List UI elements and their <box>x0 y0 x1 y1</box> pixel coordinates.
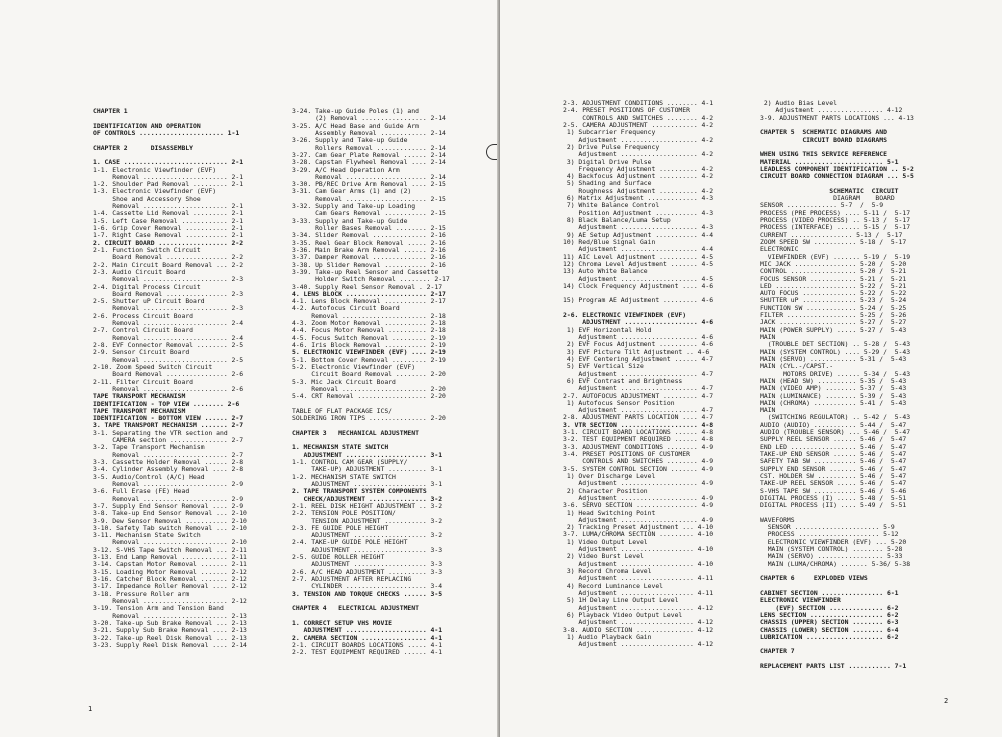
toc-line: ELECTRONIC VIEWFINDER <box>760 596 841 605</box>
toc-line: MAIN (CHROMA) ........... 5-41 / 5-43 <box>760 398 907 407</box>
toc-line: 3-31. Cam Gear Arms (1) and (2) <box>292 187 412 196</box>
toc-line: 2-3. ADJUSTMENT CONDITIONS ........ 4-1 <box>563 100 714 107</box>
toc-line: Circuit Board Removal ........ 2-20 <box>292 370 446 379</box>
toc-line: AUDIO (AUDIO) ........... 5-44 / 5-47 <box>760 420 907 429</box>
toc-line: END LED ................. 5-46 / 5-47 <box>760 442 907 451</box>
toc-line: 13) Auto White Balance <box>563 267 648 276</box>
toc-line: Removal ...................... 2-13 <box>93 611 247 620</box>
toc-line: 3-28. Capstan Flywheel Removal .... 2-14 <box>292 158 446 167</box>
toc-line: TAKE-UP) ADJUSTMENT .......... 3-1 <box>292 465 443 474</box>
toc-line: 2-8. EVF Connector Removal ........ 2-5 <box>93 341 244 349</box>
toc-line: Adjustment ................... 4-11 <box>563 588 714 597</box>
toc-line: 1) Audio Playback Gain <box>563 632 652 641</box>
toc-line: 5) Shading and Surface <box>563 179 652 188</box>
toc-line: (EVF) SECTION .............. 6-2 <box>760 603 899 612</box>
toc-line: 5. ELECTRONIC VIEWFINDER (EVF) .... 2-19 <box>292 348 446 357</box>
toc-line: PROCESS (VIDEO PROCESS) .. 5-13 / 5-17 <box>760 216 911 224</box>
page-number-left: 1 <box>88 705 93 713</box>
toc-line: Adjustment ................... 4-12 <box>563 603 714 612</box>
toc-line: 1. MECHANISM STATE SWITCH <box>292 443 389 452</box>
toc-line: 3-10. Safety Tab switch Removal ... 2-10 <box>93 523 247 532</box>
toc-line: 3-23. Supply Reel Disk Removal .... 2-14 <box>93 640 247 649</box>
toc-line: AUTO FOCUS .............. 5-22 / 5-22 <box>760 289 907 298</box>
toc-line: 3) EVF Picture Tilt Adjustment .. 4-6 <box>563 347 710 356</box>
toc-line: CONTROL ................. 5-20 / 5-21 <box>760 267 907 276</box>
toc-line: Removal ...................... 2-5 <box>93 355 244 364</box>
toc-line: CABINET SECTION ................ 6-1 <box>760 588 899 597</box>
toc-line: 4. LENS BLOCK ..................... 2-17 <box>292 289 446 298</box>
toc-line: 3-34. Slider Removal .............. 2-16 <box>292 231 446 240</box>
toc-line: MAIN <box>760 406 776 415</box>
toc-line: 3-1. CIRCUIT BOARD LOCATIONS ...... 4-8 <box>563 428 714 437</box>
toc-column-1 <box>93 108 283 649</box>
toc-line: 3) Digital Drive Pulse <box>563 157 652 166</box>
toc-line: TAKE-UP REEL SENSOR ..... 5-46 / 5-47 <box>760 479 907 488</box>
toc-line: 5-4. CRT Removal .................. 2-20 <box>292 392 446 401</box>
toc-line: 3-13. End Lamp Removal ............ 2-11 <box>93 553 247 562</box>
toc-line: ADJUSTMENT ................... 4-6 <box>563 318 714 327</box>
toc-line: 3-11. Mechanism State Switch <box>93 531 201 540</box>
toc-line: TENSION ADJUSTMENT ........... 3-2 <box>292 516 443 525</box>
toc-line: TAKE-UP END SENSOR ...... 5-46 / 5-47 <box>760 450 907 458</box>
toc-line: FOCUS SENSOR ............ 5-21 / 5-21 <box>760 274 907 283</box>
toc-line: 2. CIRCUIT BOARD .................. 2-2 <box>93 238 244 247</box>
toc-column-3 <box>563 100 758 648</box>
toc-line: IDENTIFICATION - BOTTOM VIEW ...... 2-7 <box>93 414 244 423</box>
toc-line: 3-9. ADJUSTMENT PARTS LOCATIONS ... 4-13 <box>760 113 914 122</box>
toc-column-4 <box>760 100 940 670</box>
toc-line: CST. HOLDER SW .......... 5-46 / 5-47 <box>760 471 907 480</box>
toc-line: CHAPTER 4 ELECTRICAL ADJUSTMENT <box>292 604 419 613</box>
binding-hole-icon <box>486 144 497 160</box>
toc-line: 3-20. Take-up Sub Brake Removal ... 2-13 <box>93 618 247 627</box>
toc-line: 3-3. ADJUSTMENT CONDITIONS ........ 4-9 <box>563 442 714 451</box>
toc-line: MAIN (SYSTEM CONTROL) ........ 5-28 <box>760 545 903 554</box>
toc-line: Removal ...................... 2-20 <box>292 384 446 393</box>
toc-line: 2. CAMERA SECTION ................. 4-1 <box>292 633 443 642</box>
toc-line: 2-4. PRESET POSITIONS OF CUSTOMER <box>563 106 690 115</box>
toc-line: 2-1. CIRCUIT BOARDS LOCATIONS ..... 4-1 <box>292 640 443 649</box>
toc-line: 2-6. A/C HEAD ADJUSTMENT .......... 3-3 <box>292 567 443 576</box>
toc-line: Adjustment .................... 4-7 <box>563 384 714 393</box>
toc-line: 6) Playback Video Output Level <box>563 610 683 619</box>
toc-line: (2) Removal ................. 2-14 <box>292 114 446 123</box>
toc-line: ADJUSTMENT ................... 3-3 <box>292 545 443 554</box>
toc-line: 1. CORRECT SETUP VHS MOVIE <box>292 618 393 627</box>
toc-line: MAIN (SERVO) ................. 5-33 <box>760 552 903 561</box>
toc-line: 3-8. AUDIO SECTION ............... 4-12 <box>563 625 714 634</box>
toc-line: 2-9. Sensor Circuit Board <box>93 348 190 357</box>
toc-line: DIAGRAM BOARD <box>760 194 895 203</box>
toc-line: 1-2. MECHANISM STATE SWITCH <box>292 472 396 481</box>
left-page <box>0 0 500 737</box>
toc-line: ZOOM SPEED SW ........... 5-18 / 5-17 <box>760 237 907 246</box>
toc-line: Removal ...................... 2-4 <box>93 319 244 328</box>
toc-line: SUPPLY END SENSOR ....... 5-46 / 5-47 <box>760 464 907 473</box>
toc-line: MAIN (VIDEO AMP) ........ 5-37 / 5-43 <box>760 384 907 393</box>
toc-line: Adjustment ................... 4-12 <box>563 618 714 627</box>
toc-line: JACK .................... 5-27 / 5-27 <box>760 318 907 327</box>
toc-line: ADJUSTMENT ................... 3-3 <box>292 560 443 569</box>
toc-line: 4) EVF Centering Adjustment ...... 4-7 <box>563 354 714 363</box>
toc-line: 3-33. Supply and Take-up Guide <box>292 216 408 225</box>
toc-line: Roughness Adjustment .......... 4-2 <box>563 186 714 195</box>
toc-line: Removal ...................... 2-3 <box>93 304 244 313</box>
toc-line: 3-4. PRESET POSITIONS OF CUSTOMER <box>563 450 690 458</box>
toc-line: 3-26. Supply and Take-up Guide <box>292 136 408 145</box>
toc-line: 1. CASE ........................... 2-1 <box>93 158 244 167</box>
toc-line: 3) Record Chroma Level <box>563 567 652 575</box>
toc-line: 1-1. Electronic Viewfinder (EVF) <box>93 165 217 174</box>
toc-line: 2-1. Function Switch Circuit <box>93 245 201 254</box>
toc-line: MAIN (CYL.-/CAPST.- <box>760 362 834 371</box>
toc-line: 1-7. Right Case Removal ........... 2-1 <box>93 231 244 240</box>
toc-line: 5-3. Mic Jack Circuit Board <box>292 377 396 386</box>
toc-line: 3-6. SERVO SECTION ................ 4-9 <box>563 501 714 510</box>
toc-line: 15) Program AE Adjustment ......... 4-6 <box>563 296 714 305</box>
toc-line: 2) Character Position <box>563 486 648 495</box>
toc-column-2 <box>292 108 494 656</box>
toc-line: 2-7. Control Circuit Board <box>93 326 194 335</box>
toc-line: Board Removal ................ 2-3 <box>93 289 244 298</box>
toc-line: Removal ...................... 2-6 <box>93 384 244 393</box>
toc-line: SENSOR ...................... 5-9 <box>760 523 895 532</box>
toc-line: SCHEMATIC CIRCUIT <box>760 186 899 195</box>
toc-line: Adjustment .................... 4-9 <box>563 515 714 524</box>
toc-line: VIEWFINDER (EVF) ....... 5-19 / 5-19 <box>760 252 911 261</box>
toc-line: SOLDERING IRON TIPS ............... 2-20 <box>292 414 446 423</box>
toc-line: S-VHS TAPE SW ........... 5-46 / 5-46 <box>760 486 907 495</box>
toc-line: 2-11. Filter Circuit Board <box>93 377 194 386</box>
toc-line: 5) EVF Vertical Size <box>563 362 644 371</box>
toc-line: MIC JACK ................ 5-20 / 5-20 <box>760 259 907 268</box>
toc-line: 4) Record Luminance Level <box>563 581 664 590</box>
toc-line: 6) EVF Contrast and Brightness <box>563 376 683 385</box>
toc-line: CHAPTER 1 <box>93 108 128 115</box>
toc-line: Frequency Adjustment .......... 4-2 <box>563 164 714 173</box>
toc-line: IDENTIFICATION - TOP VIEW ........ 2-6 <box>93 399 240 408</box>
toc-line: Removal ...................... 2-1 <box>93 172 244 181</box>
toc-line: 1) Over Discharge Level <box>563 471 656 480</box>
toc-line: Adjustment .................... 4-7 <box>563 406 714 415</box>
toc-line: 3-18. Pressure Roller arm <box>93 589 190 598</box>
toc-line: TABLE OF FLAT PACKAGE ICS/ <box>292 406 393 415</box>
toc-line: LED ..................... 5-22 / 5-21 <box>760 281 907 290</box>
toc-line: 2-2. Main Circuit Board Removal ... 2-2 <box>93 260 244 269</box>
toc-line: Adjustment ................... 4-10 <box>563 545 714 554</box>
toc-line: Rollers Removal ............. 2-14 <box>292 143 446 152</box>
toc-line: ADJUSTMENT ................... 3-1 <box>292 479 443 488</box>
toc-line: 1-2. Shoulder Pad Removal ......... 2-1 <box>93 180 244 189</box>
toc-line: 2) Tracking Preset Adjustment ... 4-10 <box>563 523 714 532</box>
toc-line: 3-8. Take-up End Sensor Removal ... 2-10 <box>93 509 247 518</box>
toc-line: 3-30. PB/REC Drive Arm Removal .... 2-15 <box>292 180 446 189</box>
toc-line: 1) Video Output Level <box>563 537 648 546</box>
toc-line: OF CONTROLS ...................... 1-1 <box>93 128 240 137</box>
toc-line: SUPPLY REEL SENSOR ...... 5-46 / 5-47 <box>760 435 907 444</box>
toc-line: 4) Backfocus Adjustment .......... 4-2 <box>563 172 714 181</box>
toc-line: CHAPTER 2 DISASSEMBLY <box>93 143 194 152</box>
toc-line: ADJUSTMENT ..................... 3-1 <box>292 450 443 459</box>
toc-line: Adjustment .................... 4-2 <box>563 135 714 144</box>
toc-line: CONTROLS AND SWITCHES ........ 4-9 <box>563 457 714 466</box>
toc-line: CYLINDER ..................... 3-4 <box>292 582 443 591</box>
toc-line: Shoe and Accessory Shoe <box>93 194 201 203</box>
toc-line: DIGITAL PROCESS (I) ..... 5-48 / 5-51 <box>760 493 907 502</box>
toc-line: 3-39. Take-up Reel Sensor and Cassette <box>292 267 439 276</box>
toc-line: Adjustment .................... 4-6 <box>563 333 714 341</box>
toc-line: 2-5. CAMERA ADJUSTMENT ............ 4-2 <box>563 120 714 129</box>
toc-line: 3-3. Cassette Holder Removal ...... 2-8 <box>93 458 244 466</box>
toc-line: 3-35. Reel Gear Block Removal ..... 2-16 <box>292 238 446 247</box>
toc-line: 3-40. Supply Reel Sensor Removal . 2-17 <box>292 282 443 291</box>
toc-line: 4-1. Lens Block Removal ........... 2-17 <box>292 297 446 306</box>
toc-line: 3-2. Tape Transport Mechanism <box>93 443 205 452</box>
toc-line: Holder Switch Removal ........ 2-17 <box>292 275 450 284</box>
toc-line: 3-4. Cylinder Assembly Removal .... 2-8 <box>93 465 244 474</box>
toc-line: 3-2. TEST EQUIPMENT REQUIRED ...... 4-8 <box>563 435 714 444</box>
toc-line: 3. VTR SECTION .................... 4-8 <box>563 420 714 429</box>
toc-line: 3-29. A/C Head Operation Arm <box>292 165 400 174</box>
toc-line: 12) Chroma Level Adjustment ....... 4-5 <box>563 259 714 268</box>
toc-line: PROCESS (PRE PROCESS) .... 5-11 / 5-17 <box>760 208 911 217</box>
toc-line: 2-10. Zoom Speed Switch Circuit <box>93 362 213 371</box>
toc-line: 3-7. Supply End Sensor Removal .... 2-9 <box>93 501 244 510</box>
toc-line: 1-1. CONTROL CAM GEAR (SUPPLY/ <box>292 458 408 466</box>
toc-line: 5) 1H Delay Line Output Level <box>563 596 679 605</box>
toc-line: CHAPTER 6 EXPLODED VIEWS <box>760 574 868 583</box>
toc-line: 2) Video Burst Level <box>563 552 644 561</box>
toc-line: 3-32. Supply and Take-up Loading <box>292 202 416 211</box>
toc-line: 5-2. Electronic Viewfinder (EVF) <box>292 362 416 371</box>
toc-line: Removal ...................... 2-12 <box>93 596 247 605</box>
toc-line: 3-21. Supply Sub Brake Removal .... 2-13 <box>93 626 247 635</box>
toc-line: 1-5. Left Case Removal ............ 2-1 <box>93 216 244 225</box>
toc-line: CHECK/ADJUSTMENT ............... 3-2 <box>292 494 443 503</box>
toc-line: Adjustment .................... 4-5 <box>563 274 714 283</box>
toc-line: 3-9. Dew Sensor Removal ........... 2-10 <box>93 516 247 525</box>
toc-line: 2) Drive Pulse Frequency <box>563 142 660 151</box>
toc-line: MAIN (POWER SUPPLY) ..... 5-27 / 5-43 <box>760 325 907 334</box>
toc-line: 2-3. Audio Circuit Board <box>93 267 186 276</box>
toc-line: 1-4. Cassette Lid Removal ......... 2-1 <box>93 209 244 218</box>
toc-line: 3-17. Impedance Roller Removal .... 2-12 <box>93 582 247 591</box>
toc-line: 3. TAPE TRANSPORT MECHANISM ....... 2-7 <box>93 421 244 430</box>
toc-line: 3-22. Take-up Reel Disk Removal ... 2-13 <box>93 633 247 642</box>
toc-line: Adjustment ................... 4-12 <box>563 640 714 649</box>
toc-line: 3-1. Separating the VTR section and <box>93 428 228 437</box>
toc-line: 2-1. REEL DISK HEIGHT ADJUSTMENT .. 3-2 <box>292 501 443 510</box>
toc-line: SAFETY TAB SW ........... 5-46 / 5-47 <box>760 457 907 466</box>
toc-line: MOTORS DRIVE) ...... 5-34 / 5-43 <box>760 369 911 378</box>
toc-line: Removal ...................... 2-7 <box>93 450 244 459</box>
toc-line: 3-36. Main Brake Arm Removal ...... 2-16 <box>292 245 446 254</box>
toc-line: Removal ..................... 2-15 <box>292 194 446 203</box>
toc-line: TAPE TRANSPORT MECHANISM <box>93 406 186 415</box>
toc-line: Removal ...................... 2-3 <box>93 275 244 284</box>
toc-line: CHAPTER 3 MECHANICAL ADJUSTMENT <box>292 428 419 437</box>
toc-line: 8) Black Balance/Luma Setup <box>563 216 671 224</box>
toc-line: 2-5. GUIDE ROLLER HEIGHT <box>292 553 385 562</box>
toc-line: 10) Red/Blue Signal Gain <box>563 237 656 246</box>
toc-line: 7) White Balance Control <box>563 201 660 210</box>
toc-line: 14) Clock Frequency Adjustment .... 4-6 <box>563 281 714 290</box>
toc-line: Adjustment .................... 4-9 <box>563 493 714 502</box>
toc-line: 3-5. SYSTEM CONTROL SECTION ....... 4-9 <box>563 464 714 473</box>
toc-line: Removal ...................... 2-1 <box>93 202 244 211</box>
toc-line: 2-2. TEST EQUIPMENT REQUIRED ...... 4-1 <box>292 648 443 657</box>
toc-line: MATERIAL ....................... 5-1 <box>760 157 899 166</box>
toc-line: 2-8. ADJUSTMENT PARTS LOCATION .... 4-7 <box>563 413 714 422</box>
toc-line: PROCESS ..................... 5-12 <box>760 530 899 539</box>
toc-line: MAIN (LUMA/CHROMA) ....... 5-36/ 5-38 <box>760 559 911 568</box>
toc-line: CHAPTER 7 <box>760 647 795 656</box>
toc-line: (SWITCHING REGULATOR) .. 5-42 / 5-43 <box>760 413 911 422</box>
toc-line: LENS SECTION ................... 6-2 <box>760 610 899 619</box>
toc-line: 2-4. Digital Process Circuit <box>93 282 201 291</box>
toc-line: Adjustment .................... 4-4 <box>563 245 714 254</box>
toc-line: Adjustment .................... 4-2 <box>563 150 714 159</box>
toc-line: MAIN (LUMINANCE) ........ 5-39 / 5-43 <box>760 391 907 400</box>
toc-line: MAIN (HEAD SW) .......... 5-35 / 5-43 <box>760 376 907 385</box>
toc-line: CHASSIS (UPPER) SECTION ........ 6-3 <box>760 618 899 627</box>
toc-line: 3-15. Loading Motor Removal ....... 2-12 <box>93 567 247 576</box>
toc-line: 3. TENSION AND TORQUE CHECKS ...... 3-5 <box>292 589 443 598</box>
toc-line: 1) Subcarrier Frequency <box>563 128 656 137</box>
toc-line: CAMERA section ............... 2-7 <box>93 436 244 445</box>
toc-line: 1) EVF Horizontal Hold <box>563 325 652 334</box>
toc-line: WHEN USING THIS SERVICE REFERENCE <box>760 150 887 159</box>
toc-line: Removal ...................... 2-9 <box>93 479 244 488</box>
toc-line: MAIN <box>760 333 776 341</box>
toc-line: 9) AE Setup Adjustment ........... 4-4 <box>563 230 714 239</box>
toc-line: 3-7. LUMA/CHROMA SECTION ......... 4-10 <box>563 530 714 539</box>
toc-line: CIRCUIT BOARD CONNECTION DIAGRAM ... 5-5 <box>760 172 914 181</box>
toc-line: 1) Head Switching Point <box>563 508 656 517</box>
toc-line: LEADLESS COMPONENT IDENTIFICATION .. 5-2 <box>760 164 914 173</box>
toc-line: Roller Bases Removal ........ 2-15 <box>292 224 446 232</box>
toc-line: IDENTIFICATION AND OPERATION <box>93 121 201 130</box>
toc-line: 3-25. A/C Head Base and Guide Arm <box>292 121 419 130</box>
toc-line: 2) Audio Bias Level <box>760 100 837 107</box>
toc-line: 4-3. Zoom Motor Removal ........... 2-18 <box>292 319 446 328</box>
toc-line: Removal ...................... 2-18 <box>292 311 446 320</box>
toc-line: 2-7. ADJUSTMENT AFTER REPLACING <box>292 575 412 583</box>
toc-line: FILTER .................. 5-25 / 5-26 <box>760 311 907 320</box>
toc-line: 3-37. Damper Removal .............. 2-16 <box>292 253 446 262</box>
toc-line: Removal ...................... 2-9 <box>93 494 244 503</box>
toc-line: Board Removal ................ 2-6 <box>93 370 244 379</box>
toc-line: 3-16. Catcher Block Removal ....... 2-12 <box>93 575 247 583</box>
toc-line: 4-2. Autofocus Circuit Board <box>292 304 400 313</box>
toc-line: 1-3. Electronic Viewfinder (EVF) <box>93 187 217 196</box>
toc-line: Assembly Removal ............ 2-14 <box>292 128 446 137</box>
toc-line: 3-27. Cam Gear Plate Removal ...... 2-14 <box>292 150 446 159</box>
toc-line: ADJUSTMENT ................... 3-2 <box>292 531 443 540</box>
toc-line: 3-6. Full Erase (FE) Head <box>93 487 190 496</box>
toc-line: CHAPTER 5 SCHEMATIC DIAGRAMS AND <box>760 128 887 137</box>
toc-line: PROCESS (INTERFACE) ...... 5-15 / 5-17 <box>760 223 911 232</box>
toc-line: TAPE TRANSPORT MECHANISM <box>93 392 186 401</box>
toc-line: Cam Gears Removal ........... 2-15 <box>292 209 446 218</box>
toc-line: 4-6. Iris Block Removal ........... 2-19 <box>292 341 446 349</box>
toc-line: DIGITAL PROCESS (II) .... 5-49 / 5-51 <box>760 501 907 510</box>
toc-line: CURRENT ................ 5-13 / 5-17 <box>760 230 903 239</box>
toc-line: 2-7. AUTOFOCUS ADJUSTMENT ......... 4-7 <box>563 391 714 400</box>
toc-line: REPLACEMENT PARTS LIST ........... 7-1 <box>760 662 907 671</box>
page-number-right: 2 <box>944 697 949 705</box>
toc-line: ADJUSTMENT ..................... 4-1 <box>292 626 443 635</box>
toc-line: SHUTTER uP .............. 5-23 / 5-24 <box>760 296 907 305</box>
toc-line: CONTROLS AND SWITCHES ........ 4-2 <box>563 113 714 122</box>
toc-line: CIRCUIT BOARD DIAGRAMS <box>760 135 887 144</box>
toc-line: 6) Matrix Adjustment ............. 4-3 <box>563 194 714 203</box>
toc-line: 1-6. Grip Cover Removal ........... 2-1 <box>93 224 244 232</box>
toc-line: Adjustment .................... 4-9 <box>563 479 714 488</box>
toc-line: Adjustment ................. 4-12 <box>760 106 903 115</box>
toc-line: 5-1. Bottom Cover Removal ......... 2-19 <box>292 355 446 364</box>
toc-line: 11) AIC Level Adjustment .......... 4-5 <box>563 252 714 261</box>
toc-line: 2. TAPE TRANSPORT SYSTEM COMPONENTS <box>292 487 427 496</box>
toc-line: FUNCTION SW ............. 5-24 / 5-25 <box>760 303 907 312</box>
toc-line: 2-6. Process Circuit Board <box>93 311 194 320</box>
toc-line: 2-5. Shutter uP Circuit Board <box>93 297 205 306</box>
toc-line: Adjustment ................... 4-11 <box>563 574 714 583</box>
toc-line: 3-38. Up Slider Removal ........... 2-16 <box>292 260 446 269</box>
toc-line: Adjustment .................... 4-7 <box>563 369 714 378</box>
toc-line: Removal ..................... 2-14 <box>292 172 446 181</box>
toc-line: 2-6. ELECTRONIC VIEWFINDER (EVF) <box>563 311 687 320</box>
toc-line: Removal ...................... 2-4 <box>93 333 244 342</box>
toc-line: 3-5. Audio/Control (A/C) Head <box>93 472 205 481</box>
toc-line: 2-2. TENSION POLE POSITION/ <box>292 509 396 518</box>
toc-line: 2) EVF Focus Adjustment .......... 4-6 <box>563 340 714 349</box>
toc-line: (TROUBLE DET SECTION) .. 5-28 / 5-43 <box>760 340 911 349</box>
toc-line: MAIN (SERVO) ............ 5-31 / 5-43 <box>760 354 907 363</box>
toc-line: Removal ...................... 2-10 <box>93 538 247 547</box>
toc-line: 3-19. Tension Arm and Tension Band <box>93 604 224 613</box>
toc-line: 1) Autofocus Sensor Position <box>563 398 675 407</box>
toc-line: WAVEFORMS <box>760 515 795 524</box>
toc-line: 3-12. S-VHS Tape Switch Removal ... 2-11 <box>93 545 247 554</box>
toc-line: 3-24. Take-up Guide Poles (1) and <box>292 108 419 115</box>
toc-line: 2-4. TAKE-UP GUIDE POLE HEIGHT <box>292 538 408 547</box>
toc-line: 4-5. Focus Switch Removal ......... 2-19 <box>292 333 446 342</box>
toc-line: AUDIO (TROUBLE SENSOR) ... 5-46 / 5-47 <box>760 428 911 437</box>
toc-line: LUBRICATION .................... 6-2 <box>760 632 899 641</box>
toc-line: 3-14. Capstan Motor Removal ....... 2-11 <box>93 560 247 569</box>
toc-line: Adjustment ................... 4-10 <box>563 559 714 568</box>
toc-line: Position Adjustment ........... 4-3 <box>563 208 714 217</box>
toc-line: CHASSIS (LOWER) SECTION ........ 6-4 <box>760 625 899 634</box>
toc-line: ELECTRONIC <box>760 245 799 254</box>
toc-line: Board Removal ................ 2-2 <box>93 253 244 262</box>
toc-line: 4-4. Focus Motor Removal .......... 2-18 <box>292 326 446 335</box>
toc-line: 2-3. FE GUIDE POLE HEIGHT <box>292 523 389 532</box>
toc-line: Adjustment .................... 4-3 <box>563 223 714 232</box>
toc-line: SENSOR ............. 5-7 / 5-9 <box>760 201 884 210</box>
toc-line: MAIN (SYSTEM CONTROL) .... 5-29 / 5-43 <box>760 347 911 356</box>
toc-line: ELECTRONIC VIEWFINDER (EVF) ... 5-20 <box>760 537 907 546</box>
